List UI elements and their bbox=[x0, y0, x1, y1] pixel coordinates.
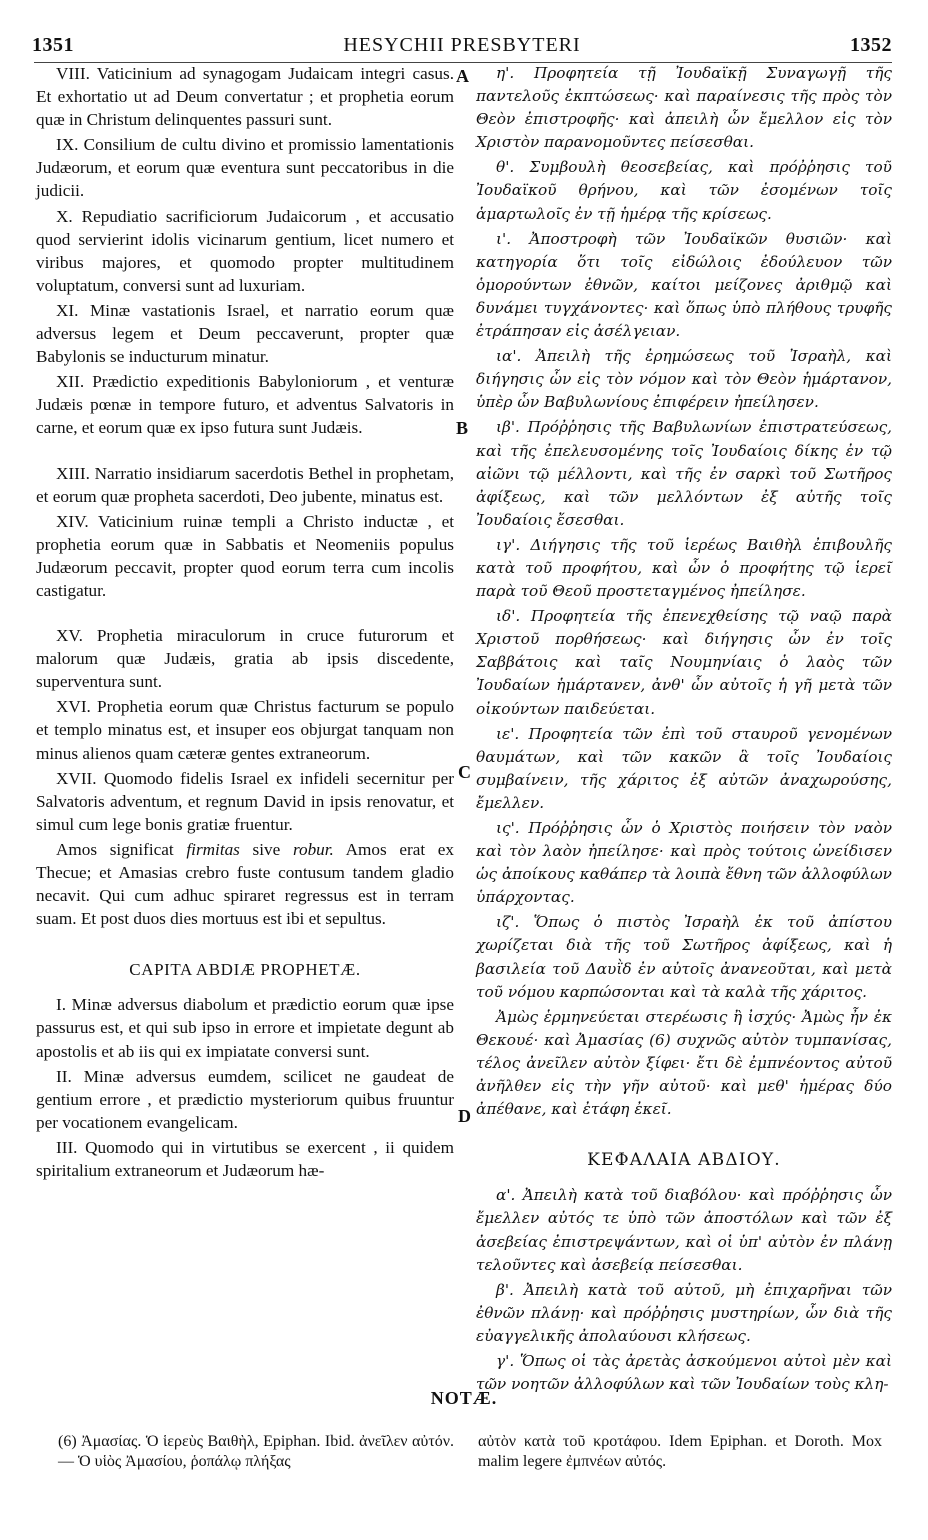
latin-column bbox=[36, 62, 454, 1182]
greek-chapter-16: ις'. Πρόῤῥησις ὧν ὁ Χριστὸς ποιήσειν τὸν ναὸν καὶ τὸν λαὸν ἠπείλησε· καὶ πρὸς τούτοις ὠνείδισεν ὡς ἀποίκους καθάπερ τὰ λοιπὰ ἔθνη τῶν ἀλλοφύλων ὑπάρχοντας. bbox=[476, 819, 892, 907]
latin-chapter-9: IX. Consilium de cultu divino et promissio lamentationis Judæorum, et eorum quæ eventura sunt peccatoribus in die judicii. bbox=[36, 135, 454, 201]
latin-chapter-16: XVI. Prophetia eorum quæ Christus facturum se populo et templo minatus est, et insuper eos objurgat tanquam non minus alienos quam cæteræ gentes extraneorum. bbox=[36, 697, 454, 763]
greek-amos-note: Ἀμὼς ἑρμηνεύεται στερέωσις ἢ ἰσχύς· Ἀμὼς ἦν ἐκ Θεκουέ· καὶ Ἀμασίας (6) συχνῶς αὐτὸν τυμπανίσας, τέλος ἀνεῖλεν αὐτὸν ξίφει· ἔτι δὲ ἐμπνέοντος αὐτοῦ ἀνῆλθεν εἰς τὴν γῆν αὐτοῦ· καὶ μεθ' ἡμέρας δύο ἀπέθανε, καὶ ἐτάφη ἐκεῖ. bbox=[476, 1007, 892, 1119]
greek-chapter-14: ιδ'. Προφητεία τῆς ἐπενεχθείσης τῷ ναῷ παρὰ Χριστοῦ πορθήσεως· καὶ διήγησις ὧν ἐν τοῖς Σαββάτοις καὶ ταῖς Νουμηνίαις ὁ λαὸς τῶν Ἰουδαίων ἡμάρτανεν, ἀνθ' ὧν αὐτοῖς ἡ γῆ μετὰ τῶν οἰκούντων παιδεύεται. bbox=[476, 607, 892, 718]
amos-robur: robur. bbox=[292, 839, 334, 859]
note-right: αὐτὸν κατὰ τοῦ κροτάφου. Idem Epiphan. et Doroth. Mox malim legere ἐμπνέων αὐτός. bbox=[478, 1433, 882, 1470]
latin-section-title: CAPITA ABDIÆ PROPHETÆ. bbox=[129, 960, 361, 980]
greek-chapter-17: ιζ'. Ὅπως ὁ πιστὸς Ἰσραὴλ ἐκ τοῦ ἀπίστου χωρίζεται διὰ τῆς τοῦ Σωτῆρος ἀφίξεως, καὶ ἡ βασιλεία τοῦ Δαυῒδ ἐν αὐτοῖς ἀνανεοῦται, καὶ μετὰ τοῦ νόμου καρπώσονται καὶ τὰ καλὰ τῆς χάριτος. bbox=[476, 913, 892, 1001]
margin-letter-c: C bbox=[458, 762, 471, 782]
latin-chapter-12: XII. Prædictio expeditionis Babyloniorum , et venturæ Judæis pœnæ in tempore futuro, et adventus Salvatoris in carne, et eorum quæ ex ipso futura sunt Judæis. bbox=[36, 372, 454, 438]
amos-firmitas: firmitas bbox=[186, 839, 240, 859]
greek-chapter-12: ιβ'. Πρόῤῥησις τῆς Βαβυλωνίων ἐπιστρατεύσεως, καὶ τῆς ἐπελευσομένης τοῖς Ἰουδαίοις δίκης ἐν τῷ αἰῶνι τῷ μέλλοντι, καὶ τῆς ἐν σαρκὶ τοῦ Σωτῆρος ἀφίξεως, καὶ τῶν μελλόντων ἐξ αὐτῆς τοῖς Ἰουδαίοις ἔσεσθαι. bbox=[476, 418, 892, 529]
latin-chapter-14: XIV. Vaticinium ruinæ templi a Christo inductæ , et prophetia eorum quæ in Sabbatis et Neomeniis populus Judæorum peccavit, propter quod eorum terra cum incolis castigatur. bbox=[36, 511, 454, 600]
margin-letter-a: A bbox=[456, 66, 469, 86]
running-header bbox=[32, 30, 892, 62]
greek-chapter-9: θ'. Συμβουλὴ θεοσεβείας, καὶ πρόῤῥησις τοῦ Ἰουδαϊκοῦ θρήνου, καὶ τῶν ἐσομένων τοῖς ἁμαρτωλοῖς ἐν τῇ ἡμέρᾳ τῆς κρίσεως. bbox=[476, 158, 892, 223]
greek-abdias-1: α'. Ἀπειλὴ κατὰ τοῦ διαβόλου· καὶ πρόῤῥησις ὧν ἔμελλεν αὐτός τε ὑπὸ τῶν ἀποστόλων καὶ τῶν ἐξ ἀσεβείας ἐπιστρεψάντων, καὶ οἱ ὑπ' αὐτὸν ἐν πλάνῃ τελοῦντες καὶ ἀσεβείᾳ πείσεσθαι. bbox=[476, 1186, 892, 1274]
latin-abdias-3: III. Quomodo qui in virtutibus se exercent , ii quidem spiritalium extraneorum et Judæorum hæ- bbox=[36, 1137, 454, 1181]
latin-chapter-10: X. Repudiatio sacrificiorum Judaicorum , et accusatio quod servierint idolis vicinarum gentium, licet numero et viribus majores, et quomodo propter multitudinem voluptatum, conversi sunt ad luxuriam. bbox=[36, 206, 454, 295]
amos-text-a: Amos significat bbox=[56, 839, 187, 859]
greek-abdias-2: β'. Ἀπειλὴ κατὰ τοῦ αὐτοῦ, μὴ ἐπιχαρῆναι τῶν ἐθνῶν πλάνῃ· καὶ πρόῤῥησις μυστηρίων, ὧν διὰ τῆς εὐαγγελικῆς ἀπολαύουσι κλήσεως. bbox=[476, 1280, 892, 1345]
amos-text-c: Amos erat ex Thecue; et Amasias crebro fuste contusum tandem gladio necavit. Qui cum adhuc spiraret regressus est in terram suam. Et post duos dies mortuus est ibi et sepultus. bbox=[36, 839, 455, 929]
greek-section-title: ΚΕΦΑΛΑΙΑ ΑΒΔΙΟΥ. bbox=[587, 1150, 781, 1171]
notes-heading: NOTÆ. bbox=[430, 1388, 498, 1408]
latin-abdias-1: I. Minæ adversus diabolum et prædictio eorum quæ ipse passurus est, et qui sub ipso in errore et impietate degunt ab apostolis et ab iis qui ex impiatate conversi sunt. bbox=[36, 995, 454, 1061]
greek-column bbox=[476, 62, 892, 1396]
greek-chapter-10: ι'. Ἀποστροφὴ τῶν Ἰουδαϊκῶν θυσιῶν· καὶ κατηγορία ὅτι τοῖς εἰδώλοις ἐδούλευον τῶν ὁμορούντων ἐθνῶν, καίτοι μείζονες ἀριθμῷ καὶ δυνάμει τυγχάνοντες· καὶ ὅπως ὑπὸ πλήθους τρυφῆς ἐτράπησαν εἰς ἀσέλγειαν. bbox=[476, 229, 892, 341]
margin-letter-b: B bbox=[456, 418, 469, 438]
greek-chapter-8: η'. Προφητεία τῇ Ἰουδαϊκῇ Συναγωγῇ τῆς παντελοῦς ἐκπτώσεως· καὶ παραίνεσις τῆς πρὸς τὸν Θεὸν ἐπιστροφῆς· καὶ ἀπειλὴ ὧν ἔμελλον εἰς τὸν Χριστὸν παρανομοῦντες πείσεσθαι. bbox=[476, 64, 892, 152]
note-left: (6) Ἀμασίας. Ὁ ἱερεὺς Βαιθὴλ, Epiphan. Ibid. ἀνεῖλεν αὐτόν. — Ὁ υἱὸς Ἀμασίου, ῥοπάλῳ πλήξας bbox=[58, 1433, 454, 1470]
latin-chapter-17: XVII. Quomodo fidelis Israel ex infideli secernitur per Salvatoris adventum, et regnum David in ipsis renovatur, et simul cum lege bonis gratiæ fruentur. bbox=[36, 768, 454, 834]
latin-chapter-15: XV. Prophetia miraculorum in cruce futurorum et malorum quæ Judæis, gratia ab ipsis discedente, superventura sunt. bbox=[36, 626, 454, 692]
greek-chapter-13: ιγ'. Διήγησις τῆς τοῦ ἱερέως Βαιθὴλ ἐπιβουλῆς κατὰ τοῦ προφήτου, καὶ ὧν ὁ προφήτης τῷ ἱερεῖ παρὰ τοῦ Θεοῦ προστεταγμένος ἠπείλησε. bbox=[476, 535, 892, 601]
latin-abdias-2: II. Minæ adversus eumdem, scilicet ne gaudeat de gentium errore , et prædictio mysteriorum quibus fruuntur per vocationem evangelicam. bbox=[36, 1066, 454, 1132]
greek-abdias-3: γ'. Ὅπως οἱ τὰς ἀρετὰς ἀσκούμενοι αὐτοὶ μὲν καὶ τῶν νοητῶν ἀλλοφύλων καὶ τῶν Ἰουδαίων τοὺς κλη- bbox=[476, 1351, 892, 1394]
latin-chapter-8: VIII. Vaticinium ad synagogam Judaicam integri casus. Et exhortatio ut ad Deum convertatur ; et prophetia eorum quæ in Christum delinquentes passuri sunt. bbox=[36, 64, 454, 130]
margin-letter-d: D bbox=[458, 1106, 471, 1126]
page-number-left: 1351 bbox=[32, 34, 74, 56]
latin-chapter-11: XI. Minæ vastationis Israel, et narratio eorum quæ adversus legem et Deum peccaverunt, propter quæ Babylonis se inducturum minatur. bbox=[36, 300, 454, 367]
latin-chapter-13: XIII. Narratio insidiarum sacerdotis Bethel in prophetam, et eorum quæ propheta sacerdoti, Deo jubente, minatus est. bbox=[36, 463, 454, 506]
running-title: HESYCHII PRESBYTERI bbox=[343, 34, 581, 56]
page-number-right: 1352 bbox=[850, 34, 892, 56]
greek-chapter-11: ια'. Ἀπειλὴ τῆς ἐρημώσεως τοῦ Ἰσραὴλ, καὶ διήγησις ὧν εἰς τὸν νόμον καὶ τὸν Θεὸν ἡμάρτανον, ὑπὲρ ὧν Βαβυλωνίους ἐπιφέρειν ἠπείλησεν. bbox=[476, 347, 892, 412]
amos-text-b: sive bbox=[239, 839, 293, 859]
latin-amos-note bbox=[36, 838, 454, 930]
greek-chapter-15: ιε'. Προφητεία τῶν ἐπὶ τοῦ σταυροῦ γενομένων θαυμάτων, καὶ τῶν κακῶν ἃ τοῖς Ἰουδαίοις συμβαίνειν, τῆς χάριτος ἐξ αὐτῶν ἀναχωρούσης, ἔμελλεν. bbox=[476, 724, 892, 812]
